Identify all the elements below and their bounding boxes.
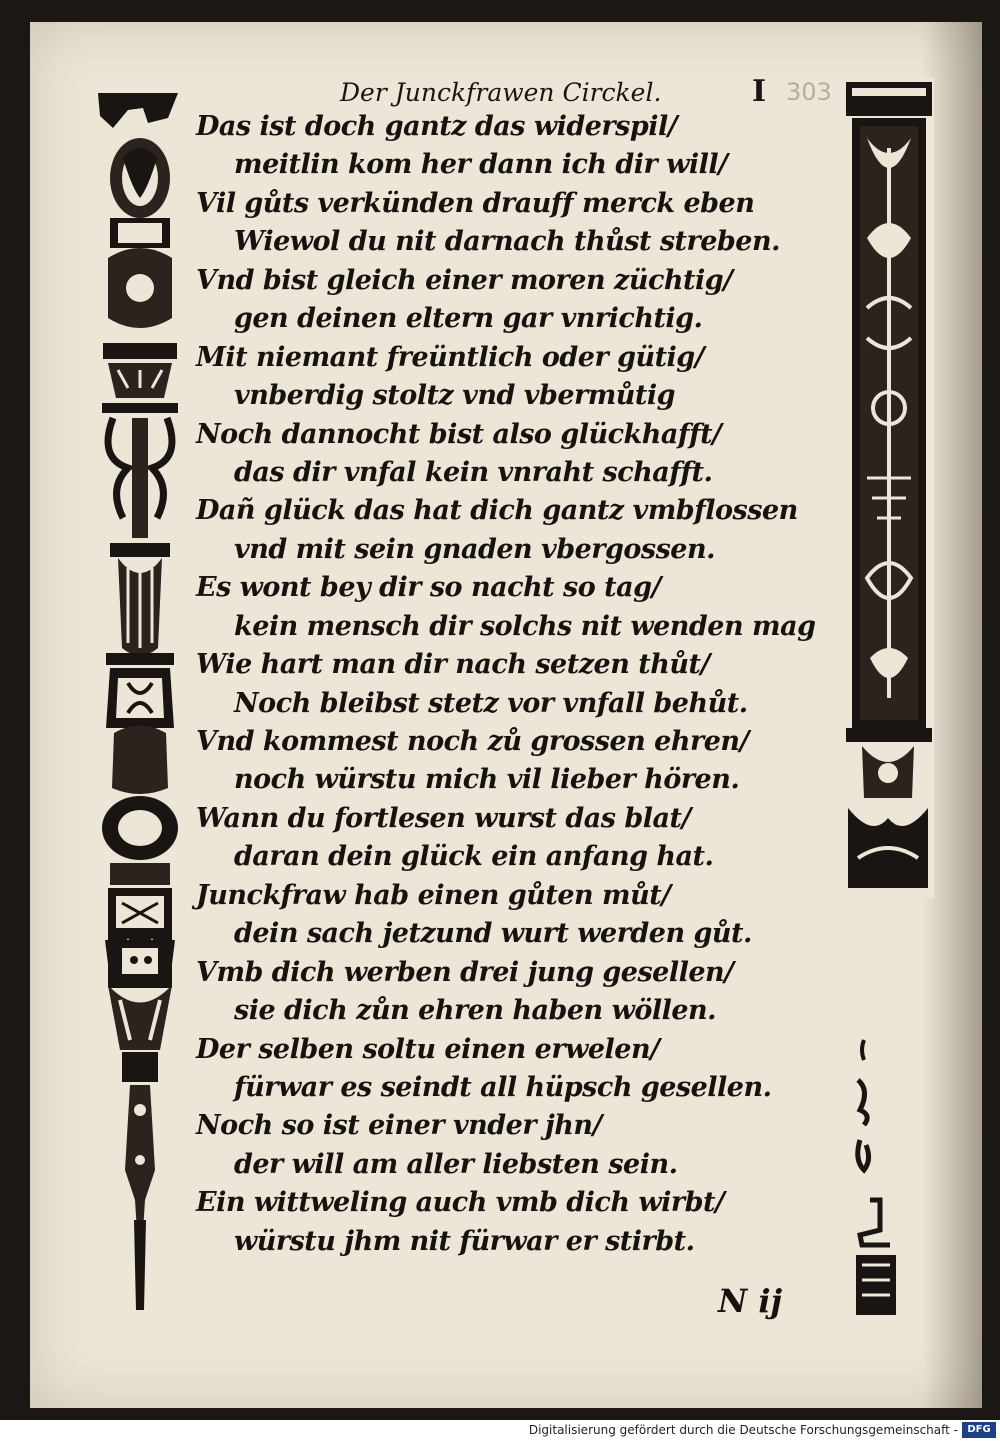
verse-line: fürwar es seindt all hüpsch gesellen. <box>234 1071 772 1103</box>
folio-number: I <box>752 74 767 109</box>
footer-bar <box>0 1420 1000 1441</box>
verse-line: Wie hart man dir nach setzen thůt/ <box>196 649 710 681</box>
verse-line: Es wont bey dir so nacht so tag/ <box>196 572 661 604</box>
verse-line: dein sach jetzund wurt werden gůt. <box>234 918 752 950</box>
left-woodcut-border <box>88 88 188 1006</box>
verse-line: noch würstu mich vil lieber hören. <box>234 764 740 796</box>
verse-line: Noch bleibst stetz vor vnfall behůt. <box>234 687 748 719</box>
verse-line: Junckfraw hab einen gůten můt/ <box>196 879 671 911</box>
right-woodcut-fragments <box>850 1030 910 1330</box>
verse-line: Dañ glück das hat dich gantz vmbflossen <box>196 495 798 527</box>
verse-line: das dir vnfal kein vnraht schafft. <box>234 456 713 488</box>
verse-line: Das ist doch gantz das widerspil/ <box>196 111 678 142</box>
handwritten-page-number: 303 <box>786 78 832 106</box>
verse-line: vnberdig stoltz vnd vbermůtig <box>234 380 676 412</box>
verse-line: Noch dannocht bist also glückhafft/ <box>196 418 722 450</box>
verse-line: gen deinen eltern gar vnrichtig. <box>234 303 703 335</box>
left-woodcut-lower-ornament <box>100 940 180 1320</box>
running-head: Der Junckfrawen Circkel. <box>340 78 662 107</box>
funding-credit: Digitalisierung gefördert durch die Deutsche Forschungsgemeinschaft - <box>528 1423 958 1437</box>
verse-line: Wann du fortlesen wurst das blat/ <box>196 802 691 834</box>
verse-list <box>196 108 836 1261</box>
verse-line: meitlin kom her dann ich dir will/ <box>234 149 728 181</box>
verse-line: der will am aller liebsten sein. <box>234 1148 678 1180</box>
verse-line: Vnd bist gleich einer moren züchtig/ <box>196 264 733 296</box>
verse-line: daran dein glück ein anfang hat. <box>234 841 714 873</box>
verse-line: Wiewol du nit darnach thůst streben. <box>234 226 781 258</box>
right-woodcut-panel <box>842 78 934 898</box>
verse-line: Vil gůts verkünden drauff merck eben <box>196 187 755 219</box>
verse-line: Vmb dich werben drei jung gesellen/ <box>196 956 734 988</box>
verse-line: Ein wittweling auch vmb dich wirbt/ <box>196 1187 725 1219</box>
verse-line: Mit niemant freüntlich oder gütig/ <box>196 341 705 373</box>
verse-line: kein mensch dir solchs nit wenden mag <box>234 610 816 642</box>
verse-line: Noch so ist einer vnder jhn/ <box>196 1110 602 1142</box>
dfg-logo: DFG <box>962 1422 996 1438</box>
verse-line: sie dich zůn ehren haben wöllen. <box>234 995 717 1027</box>
verse-line: vnd mit sein gnaden vbergossen. <box>234 533 716 565</box>
verse-line: Der selben soltu einen erwelen/ <box>196 1033 660 1065</box>
verse-line: würstu jhm nit fürwar er stirbt. <box>234 1225 695 1257</box>
signature-mark: N ij <box>718 1282 783 1320</box>
verse-line: Vnd kommest noch zů grossen ehren/ <box>196 726 749 757</box>
